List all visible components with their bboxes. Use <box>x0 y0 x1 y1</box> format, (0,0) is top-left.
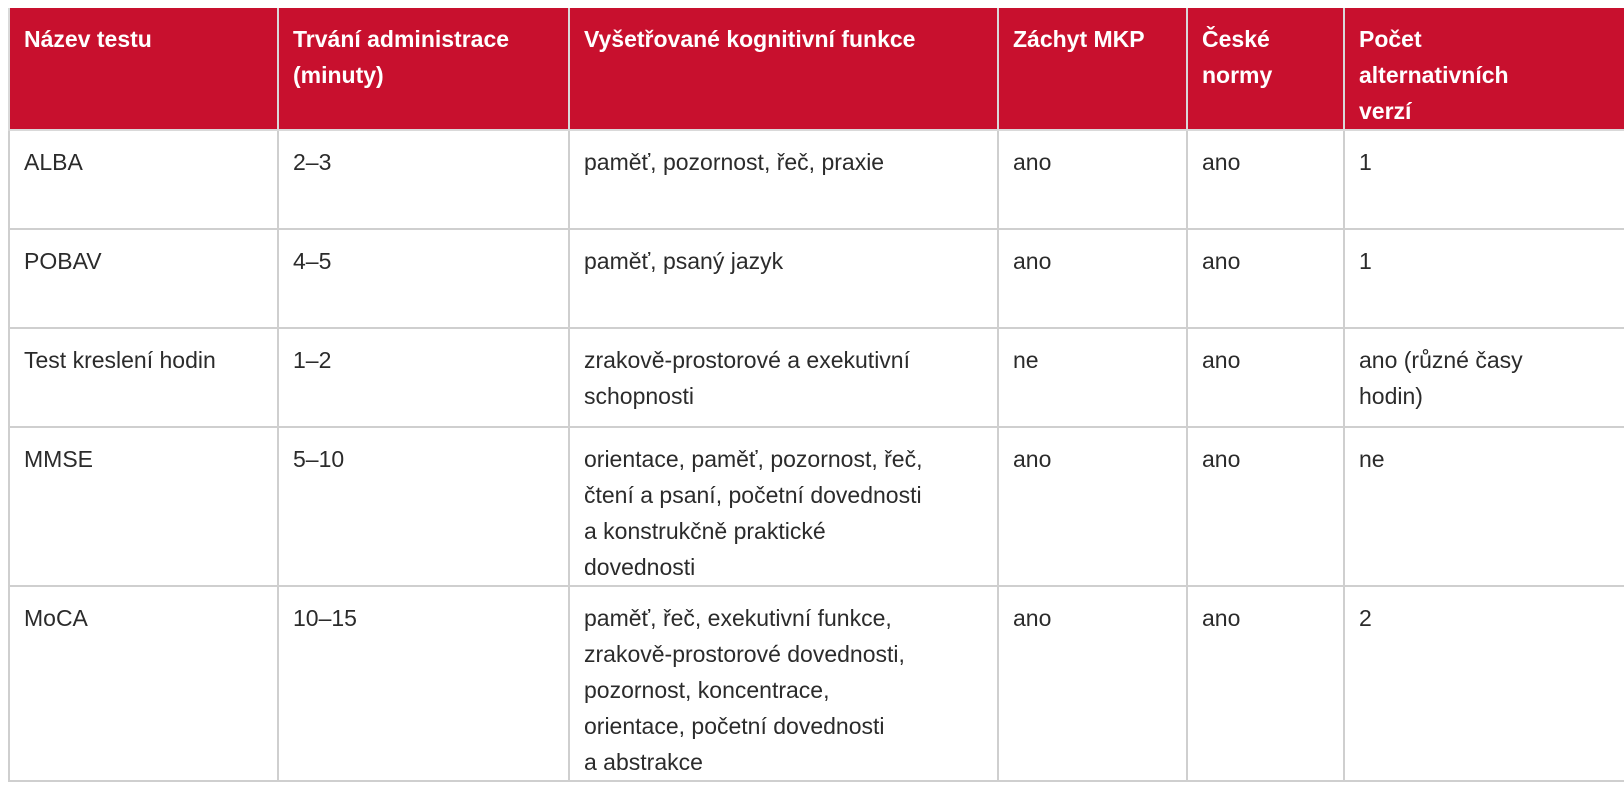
cell-czech-norms: ano <box>1187 328 1344 427</box>
cell-cognitive-functions: paměť, řeč, exekutivní funkce, zrakově-prostorové dovednosti, pozornost, koncentrace, orientace, početní dovednosti a abstrakce <box>569 586 998 781</box>
cell-cognitive-functions: paměť, pozornost, řeč, praxie <box>569 130 998 229</box>
cell-mci-detection: ano <box>998 229 1187 328</box>
cell-test-name: POBAV <box>9 229 278 328</box>
cell-alternative-versions: ne <box>1344 427 1624 586</box>
cell-duration: 4–5 <box>278 229 569 328</box>
cognitive-tests-table <box>8 8 1624 782</box>
table-row <box>9 130 1624 229</box>
table-row <box>9 586 1624 781</box>
cell-test-name: MoCA <box>9 586 278 781</box>
cell-mci-detection: ano <box>998 586 1187 781</box>
cell-cognitive-functions: paměť, psaný jazyk <box>569 229 998 328</box>
cell-duration: 5–10 <box>278 427 569 586</box>
cell-duration: 10–15 <box>278 586 569 781</box>
cell-cognitive-functions: orientace, paměť, pozornost, řeč, čtení a psaní, početní dovednosti a konstrukčně praktické dovednosti <box>569 427 998 586</box>
header-test-name: Název testu <box>9 8 278 130</box>
cell-czech-norms: ano <box>1187 427 1344 586</box>
table-row <box>9 229 1624 328</box>
cell-alternative-versions: 1 <box>1344 130 1624 229</box>
cell-test-name: ALBA <box>9 130 278 229</box>
cell-duration: 1–2 <box>278 328 569 427</box>
cell-mci-detection: ano <box>998 130 1187 229</box>
cell-alternative-versions: 1 <box>1344 229 1624 328</box>
header-duration: Trvání administrace (minuty) <box>278 8 569 130</box>
header-czech-norms: České normy <box>1187 8 1344 130</box>
cell-mci-detection: ne <box>998 328 1187 427</box>
cell-cognitive-functions: zrakově-prostorové a exekutivní schopnosti <box>569 328 998 427</box>
header-alternative-versions: Počet alternativních verzí <box>1344 8 1624 130</box>
header-cognitive-functions: Vyšetřované kognitivní funkce <box>569 8 998 130</box>
table-row <box>9 427 1624 586</box>
cell-czech-norms: ano <box>1187 586 1344 781</box>
cell-duration: 2–3 <box>278 130 569 229</box>
cell-alternative-versions: 2 <box>1344 586 1624 781</box>
cell-alternative-versions: ano (různé časy hodin) <box>1344 328 1624 427</box>
table-row <box>9 328 1624 427</box>
cell-czech-norms: ano <box>1187 130 1344 229</box>
cell-mci-detection: ano <box>998 427 1187 586</box>
cell-test-name: MMSE <box>9 427 278 586</box>
cell-czech-norms: ano <box>1187 229 1344 328</box>
table-header-row <box>9 8 1624 130</box>
header-mci-detection: Záchyt MKP <box>998 8 1187 130</box>
cell-test-name: Test kreslení hodin <box>9 328 278 427</box>
